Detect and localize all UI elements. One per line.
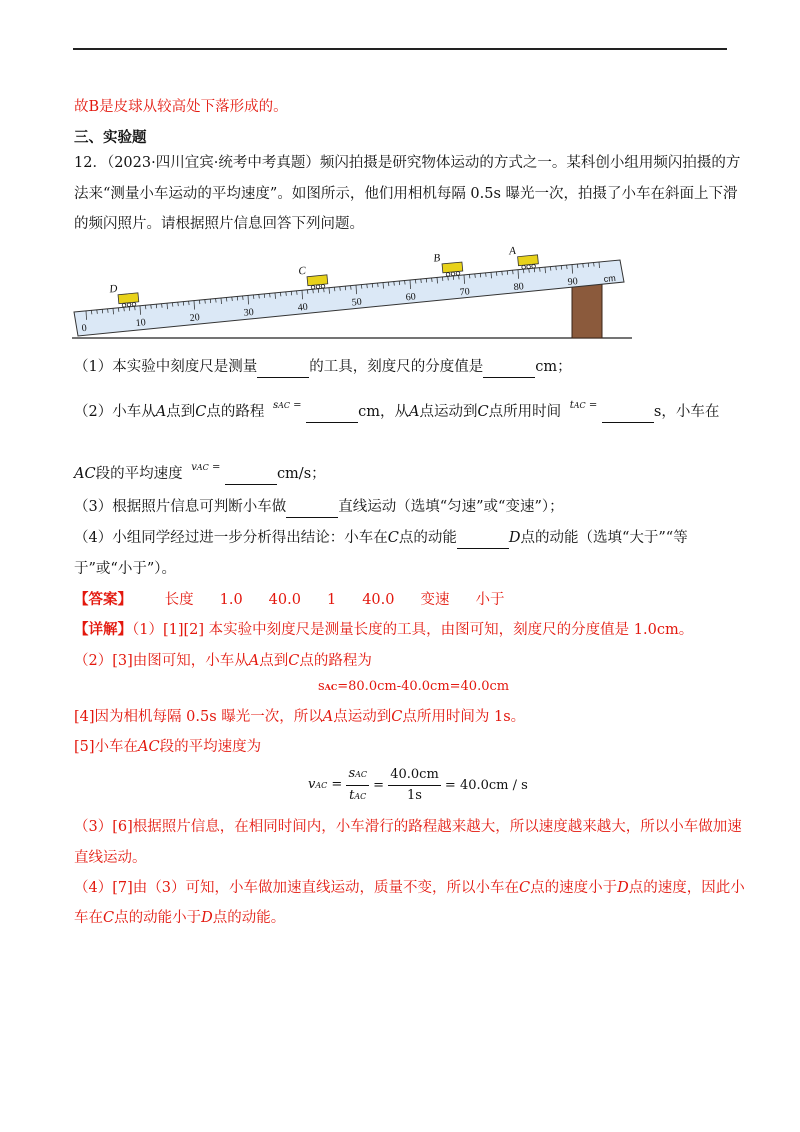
blank-1[interactable] <box>257 357 309 378</box>
point-c-label: C <box>195 404 207 420</box>
ruler-tick <box>237 296 238 300</box>
ruler-tick <box>502 271 503 275</box>
explain-line-1 <box>74 620 693 640</box>
ruler-tick <box>302 290 303 299</box>
explain-text-8a: 车在 <box>74 910 103 926</box>
ruler-number: 60 <box>405 291 417 304</box>
eq1-sub: AC <box>324 682 338 692</box>
explain-text-7b: 点的速度小于 <box>530 880 618 896</box>
ruler-tick <box>518 270 519 279</box>
cart-label: A <box>508 244 517 258</box>
answer-label: 【答案】 <box>74 591 132 608</box>
ruler-tick <box>405 281 406 285</box>
ruler-tick <box>453 276 454 280</box>
eq2-v: v <box>308 777 316 792</box>
sub-question-4-line-1 <box>74 528 688 549</box>
q2-text-i: cm/s； <box>276 466 326 482</box>
ruler-number: 30 <box>243 306 255 319</box>
ruler-tick <box>415 279 416 283</box>
ruler-tick <box>588 263 589 267</box>
sub-question-2-line-2 <box>74 458 326 485</box>
cart-d <box>108 281 139 308</box>
ruler-tick <box>113 308 114 314</box>
ruler-tick <box>253 295 254 299</box>
ruler-tick <box>248 295 249 304</box>
eq2-frac-num <box>346 764 369 786</box>
ruler-tick <box>189 301 190 305</box>
blank-7[interactable] <box>457 528 509 549</box>
eq2-num: 40.0cm <box>388 765 441 786</box>
t-sym: t <box>569 400 574 411</box>
cart-a <box>508 244 539 270</box>
ruler-tick <box>594 263 595 267</box>
ruler-tick <box>221 298 222 304</box>
t-eq: = <box>588 400 598 411</box>
explain-line-2 <box>74 651 372 671</box>
cart-wheel <box>456 271 460 275</box>
equation-s-ac <box>318 677 509 697</box>
s-eq: = <box>293 400 302 411</box>
cart-body <box>307 275 328 286</box>
explain-text-7a: （4）[7]由（3）可知，小车做加速直线运动，质量不变，所以小车在 <box>74 880 519 896</box>
ruler-tick <box>459 275 460 279</box>
q4-text-c: 点的动能（选填“大于”“等 <box>520 530 688 546</box>
ruler-tick <box>523 269 524 273</box>
ruler-number: 50 <box>351 296 363 309</box>
q2-text-h: 段的平均速度 <box>95 466 183 482</box>
question-text: 频闪拍摄是研究物体运动的方式之一。某科创小组用频闪拍摄的方 <box>319 155 741 171</box>
cart-c <box>298 263 328 290</box>
v-eq: = <box>211 462 221 473</box>
ruler-tick <box>86 311 87 320</box>
v-sub: AC <box>196 463 209 472</box>
ruler-tick <box>259 294 260 298</box>
ruler-tick <box>372 284 373 288</box>
v-sym: v <box>191 462 197 473</box>
explain-point-a-2: A <box>322 709 334 725</box>
q2-text-b: 点到 <box>166 404 196 420</box>
ruler-tick <box>232 297 233 301</box>
eq2-lhs <box>308 775 342 796</box>
cart-wheel <box>316 285 320 289</box>
explain-text-2b: 点到 <box>259 653 289 669</box>
ac-segment-label: AC <box>74 466 96 482</box>
explain-line-5: （3）[6]根据照片信息，在相同时间内，小车滑行的路程越来越大，所以速度越来越大，所以小车做加速 <box>74 819 742 835</box>
ruler-tick <box>97 310 98 314</box>
ruler-tick <box>145 305 146 309</box>
header-rule <box>73 48 727 50</box>
cart-label: B <box>432 252 441 265</box>
q2-text-f: 点所用时间 <box>488 404 562 420</box>
cart-label: C <box>297 264 307 278</box>
sub-question-4-line-2: 于”或“小于”）。 <box>74 561 176 577</box>
ruler-tick <box>361 285 362 289</box>
cart-body <box>518 255 539 266</box>
ruler-tick <box>340 287 341 291</box>
ruler-tick <box>270 293 271 297</box>
point-c-label-2: C <box>477 404 489 420</box>
explain-label: 【详解】 <box>74 621 132 638</box>
frac-s-sub: AC <box>355 770 368 779</box>
q4-text-a: （4）小组同学经过进一步分析得出结论：小车在 <box>74 530 388 546</box>
ruler-tick <box>464 275 465 284</box>
ruler-tick <box>135 306 136 310</box>
ruler-tick <box>567 265 568 269</box>
ruler-number: 10 <box>135 317 147 330</box>
ruler-tick <box>324 288 325 292</box>
question-number: 12． <box>74 155 107 171</box>
ruler-tick <box>599 262 600 268</box>
explain-point-a: A <box>248 653 260 669</box>
ruler-tick <box>264 294 265 298</box>
s-sub: AC <box>278 401 290 410</box>
incline-ruler-figure <box>72 244 632 340</box>
ruler-number: 70 <box>459 286 471 299</box>
eq2-eq: = <box>331 777 343 792</box>
s-ac-symbol <box>273 396 302 416</box>
section-title: 三、实验题 <box>74 129 147 146</box>
frac-t: t <box>349 788 355 803</box>
ruler-tick <box>437 277 438 283</box>
frac-s: s <box>348 766 356 781</box>
ruler-tick <box>491 272 492 278</box>
ruler-tick <box>388 282 389 286</box>
blank-2[interactable] <box>483 357 535 378</box>
ruler-tick <box>172 303 173 307</box>
ruler-band <box>74 260 624 336</box>
ruler-tick <box>550 267 551 271</box>
eq1-s: s <box>318 679 325 694</box>
ruler-tick <box>496 272 497 276</box>
ruler-tick <box>345 286 346 290</box>
answer-item-4: 1 <box>326 592 337 608</box>
answer-item-5: 40.0 <box>362 592 395 608</box>
explain-text-2a: （2）[3]由图可知，小车从 <box>74 653 249 669</box>
ruler-tick <box>124 307 125 311</box>
ruler-tick <box>156 304 157 308</box>
ruler-tick <box>475 274 476 278</box>
cart-wheel <box>446 272 450 276</box>
ruler-tick <box>572 265 573 274</box>
eq2-symbol-fraction <box>346 764 369 807</box>
cart-wheel <box>127 303 131 307</box>
ruler-tick <box>507 271 508 275</box>
previous-answer-line: 故B是皮球从较高处下落形成的。 <box>74 99 288 115</box>
ruler-tick <box>540 268 541 272</box>
explain-text-3b: 点运动到 <box>333 709 392 725</box>
q2-text-d: cm，从 <box>358 404 410 420</box>
cart-wheel <box>532 264 536 268</box>
ruler-tick <box>469 274 470 278</box>
ruler-tick <box>318 289 319 293</box>
ruler-number: 40 <box>297 301 309 314</box>
ruler-tick <box>556 266 557 270</box>
explain-text-7c: 点的速度，因此小 <box>628 880 745 896</box>
ruler-tick <box>178 302 179 306</box>
eq2-sub: AC <box>315 781 328 790</box>
q2-text-e: 点运动到 <box>419 404 478 420</box>
ruler-tick <box>410 280 411 289</box>
point-a-label: A <box>155 404 167 420</box>
ruler-tick <box>394 282 395 286</box>
ruler-unit: cm <box>603 272 617 284</box>
explain-text-4a: [5]小车在 <box>74 739 139 755</box>
ruler-tick <box>329 288 330 294</box>
question-line-3: 的频闪照片。请根据照片信息回答下列问题。 <box>74 216 364 232</box>
cart-wheel <box>451 272 455 276</box>
blank-3[interactable] <box>306 402 358 423</box>
ruler-number: 0 <box>81 322 88 335</box>
incline-support-post <box>572 284 602 338</box>
eq2-den: 1s <box>407 788 422 803</box>
cart-body <box>442 262 463 273</box>
explain-text-2c: 点的路程为 <box>299 653 372 669</box>
q3-text-b: 直线运动（选填“匀速”或“变速”）； <box>338 499 564 515</box>
frac-t-sub: AC <box>354 792 367 801</box>
ruler-tick <box>280 292 281 296</box>
cart-wheel <box>321 284 325 288</box>
ruler-tick <box>534 268 535 272</box>
ruler-tick <box>291 291 292 295</box>
ruler-tick <box>216 299 217 303</box>
answer-item-7: 小于 <box>475 592 505 608</box>
eq2-eq-2: = <box>373 777 385 793</box>
v-ac-symbol <box>191 458 220 478</box>
ruler-tick <box>448 276 449 280</box>
ruler-tick <box>334 287 335 291</box>
ruler-tick <box>275 293 276 299</box>
ruler-number: 90 <box>567 276 579 288</box>
q4-text-b: 点的动能 <box>398 530 457 546</box>
explain-line-8 <box>74 908 285 928</box>
ruler-tick <box>421 279 422 283</box>
answer-line <box>74 590 505 610</box>
q2-text-g: s，小车在 <box>653 404 720 420</box>
equation-v-ac <box>308 764 528 804</box>
point-d-label: D <box>508 530 521 546</box>
q1-text-a: （1）本实验中刻度尺是测量 <box>74 359 258 375</box>
blank-4[interactable] <box>602 402 654 423</box>
cart-wheel <box>527 265 531 269</box>
ruler-number: 80 <box>513 281 525 294</box>
ruler-tick <box>199 300 200 304</box>
q2-text-c: 点的路程 <box>206 404 265 420</box>
ruler-tick <box>442 277 443 281</box>
explain-text-8c: 点的动能。 <box>212 910 286 926</box>
ruler-tick <box>210 299 211 303</box>
eq2-value-fraction <box>388 765 441 806</box>
ruler-tick <box>129 307 130 311</box>
q1-text-b: 的工具，刻度尺的分度值是 <box>309 359 484 375</box>
ruler-number: 20 <box>189 312 201 324</box>
eq1-rest: =80.0cm-40.0cm=40.0cm <box>337 679 510 694</box>
ruler-tick <box>151 305 152 309</box>
explain-text-3c: 点所用时间为 1s。 <box>402 709 526 725</box>
explain-line-6: 直线运动。 <box>74 850 147 866</box>
ruler-tick <box>577 264 578 268</box>
answer-item-6: 变速 <box>420 592 450 608</box>
explain-text-4b: 段的平均速度为 <box>159 739 262 755</box>
eq2-frac-den <box>346 786 369 807</box>
explain-text-8b: 点的动能小于 <box>114 910 202 926</box>
sub-question-2-line-1 <box>74 396 719 423</box>
blank-6[interactable] <box>286 497 338 518</box>
answer-item-2: 1.0 <box>219 592 243 608</box>
q1-text-c: cm； <box>535 359 572 375</box>
ruler-tick <box>480 273 481 277</box>
ruler-tick <box>399 281 400 285</box>
explain-ac-label: AC <box>138 739 160 755</box>
explain-text-3a: [4]因为相机每隔 0.5s 曝光一次，所以 <box>74 709 323 725</box>
ruler-tick <box>383 283 384 289</box>
ruler-tick <box>194 301 195 310</box>
cart-wheel <box>311 285 315 289</box>
cart-label: D <box>108 282 118 296</box>
ruler-tick <box>205 300 206 304</box>
q2-text-a: （2）小车从 <box>74 404 156 420</box>
explain-point-c: C <box>288 653 300 669</box>
ruler-tick <box>545 267 546 273</box>
cart-wheel <box>132 302 136 306</box>
ruler-tick <box>226 297 227 301</box>
explain-point-d: D <box>617 880 629 896</box>
sub-question-3 <box>74 497 564 518</box>
eq2-result: = 40.0cm / s <box>444 777 528 793</box>
ruler-tick <box>167 303 168 309</box>
ruler-tick <box>140 306 141 315</box>
sub-question-1 <box>74 357 572 378</box>
question-line-1 <box>74 153 740 173</box>
explain-point-c-2: C <box>391 709 403 725</box>
explain-line-3 <box>74 707 525 727</box>
answer-item-1: 长度 <box>164 592 194 608</box>
ruler-tick <box>243 296 244 300</box>
ruler-tick <box>118 308 119 312</box>
blank-5[interactable] <box>225 464 277 485</box>
answer-item-3: 40.0 <box>268 592 301 608</box>
explain-point-c-4: C <box>103 910 115 926</box>
ruler-tick <box>583 264 584 268</box>
ruler-tick <box>307 290 308 294</box>
explain-text-1: （1）[1][2] 本实验中刻度尺是测量长度的工具，由图可知，刻度尺的分度值是 1.0cm。 <box>132 622 694 638</box>
ruler-tick <box>313 289 314 293</box>
ruler-tick <box>102 309 103 313</box>
ruler-tick <box>426 278 427 282</box>
t-sub: AC <box>573 401 586 410</box>
point-a-label-2: A <box>409 404 420 420</box>
point-c-label-3: C <box>387 530 399 546</box>
ruler-tick <box>513 270 514 274</box>
ruler-tick <box>432 278 433 282</box>
answer-items <box>137 592 505 608</box>
explain-line-7 <box>74 878 745 898</box>
cart-body <box>118 293 139 304</box>
cart-wheel <box>522 265 526 269</box>
ruler-tick <box>356 285 357 294</box>
cart-b <box>433 250 463 277</box>
question-line-2: 法来“测量小车运动的平均速度”。如图所示，他们用相机每隔 0.5s 曝光一次，拍摄了小车在斜面上下滑 <box>74 186 738 202</box>
ruler-tick <box>367 284 368 288</box>
cart-wheel <box>122 303 126 307</box>
ruler-tick <box>529 269 530 273</box>
s-sym: s <box>272 400 279 411</box>
ruler-tick <box>561 266 562 270</box>
ruler-tick <box>108 309 109 313</box>
ruler-tick <box>486 273 487 277</box>
ruler-tick <box>378 283 379 287</box>
explain-point-d-2: D <box>201 910 213 926</box>
ruler-tick <box>162 304 163 308</box>
ruler-tick <box>297 291 298 295</box>
ruler-tick <box>183 302 184 306</box>
ruler-tick <box>91 310 92 314</box>
ruler-tick <box>286 292 287 296</box>
explain-line-4 <box>74 737 261 757</box>
question-source: （2023·四川宜宾·统考中考真题） <box>106 155 320 171</box>
explain-point-c-3: C <box>519 880 531 896</box>
ruler-tick <box>351 286 352 290</box>
t-ac-symbol <box>570 396 598 416</box>
q3-text-a: （3）根据照片信息可判断小车做 <box>74 499 287 515</box>
